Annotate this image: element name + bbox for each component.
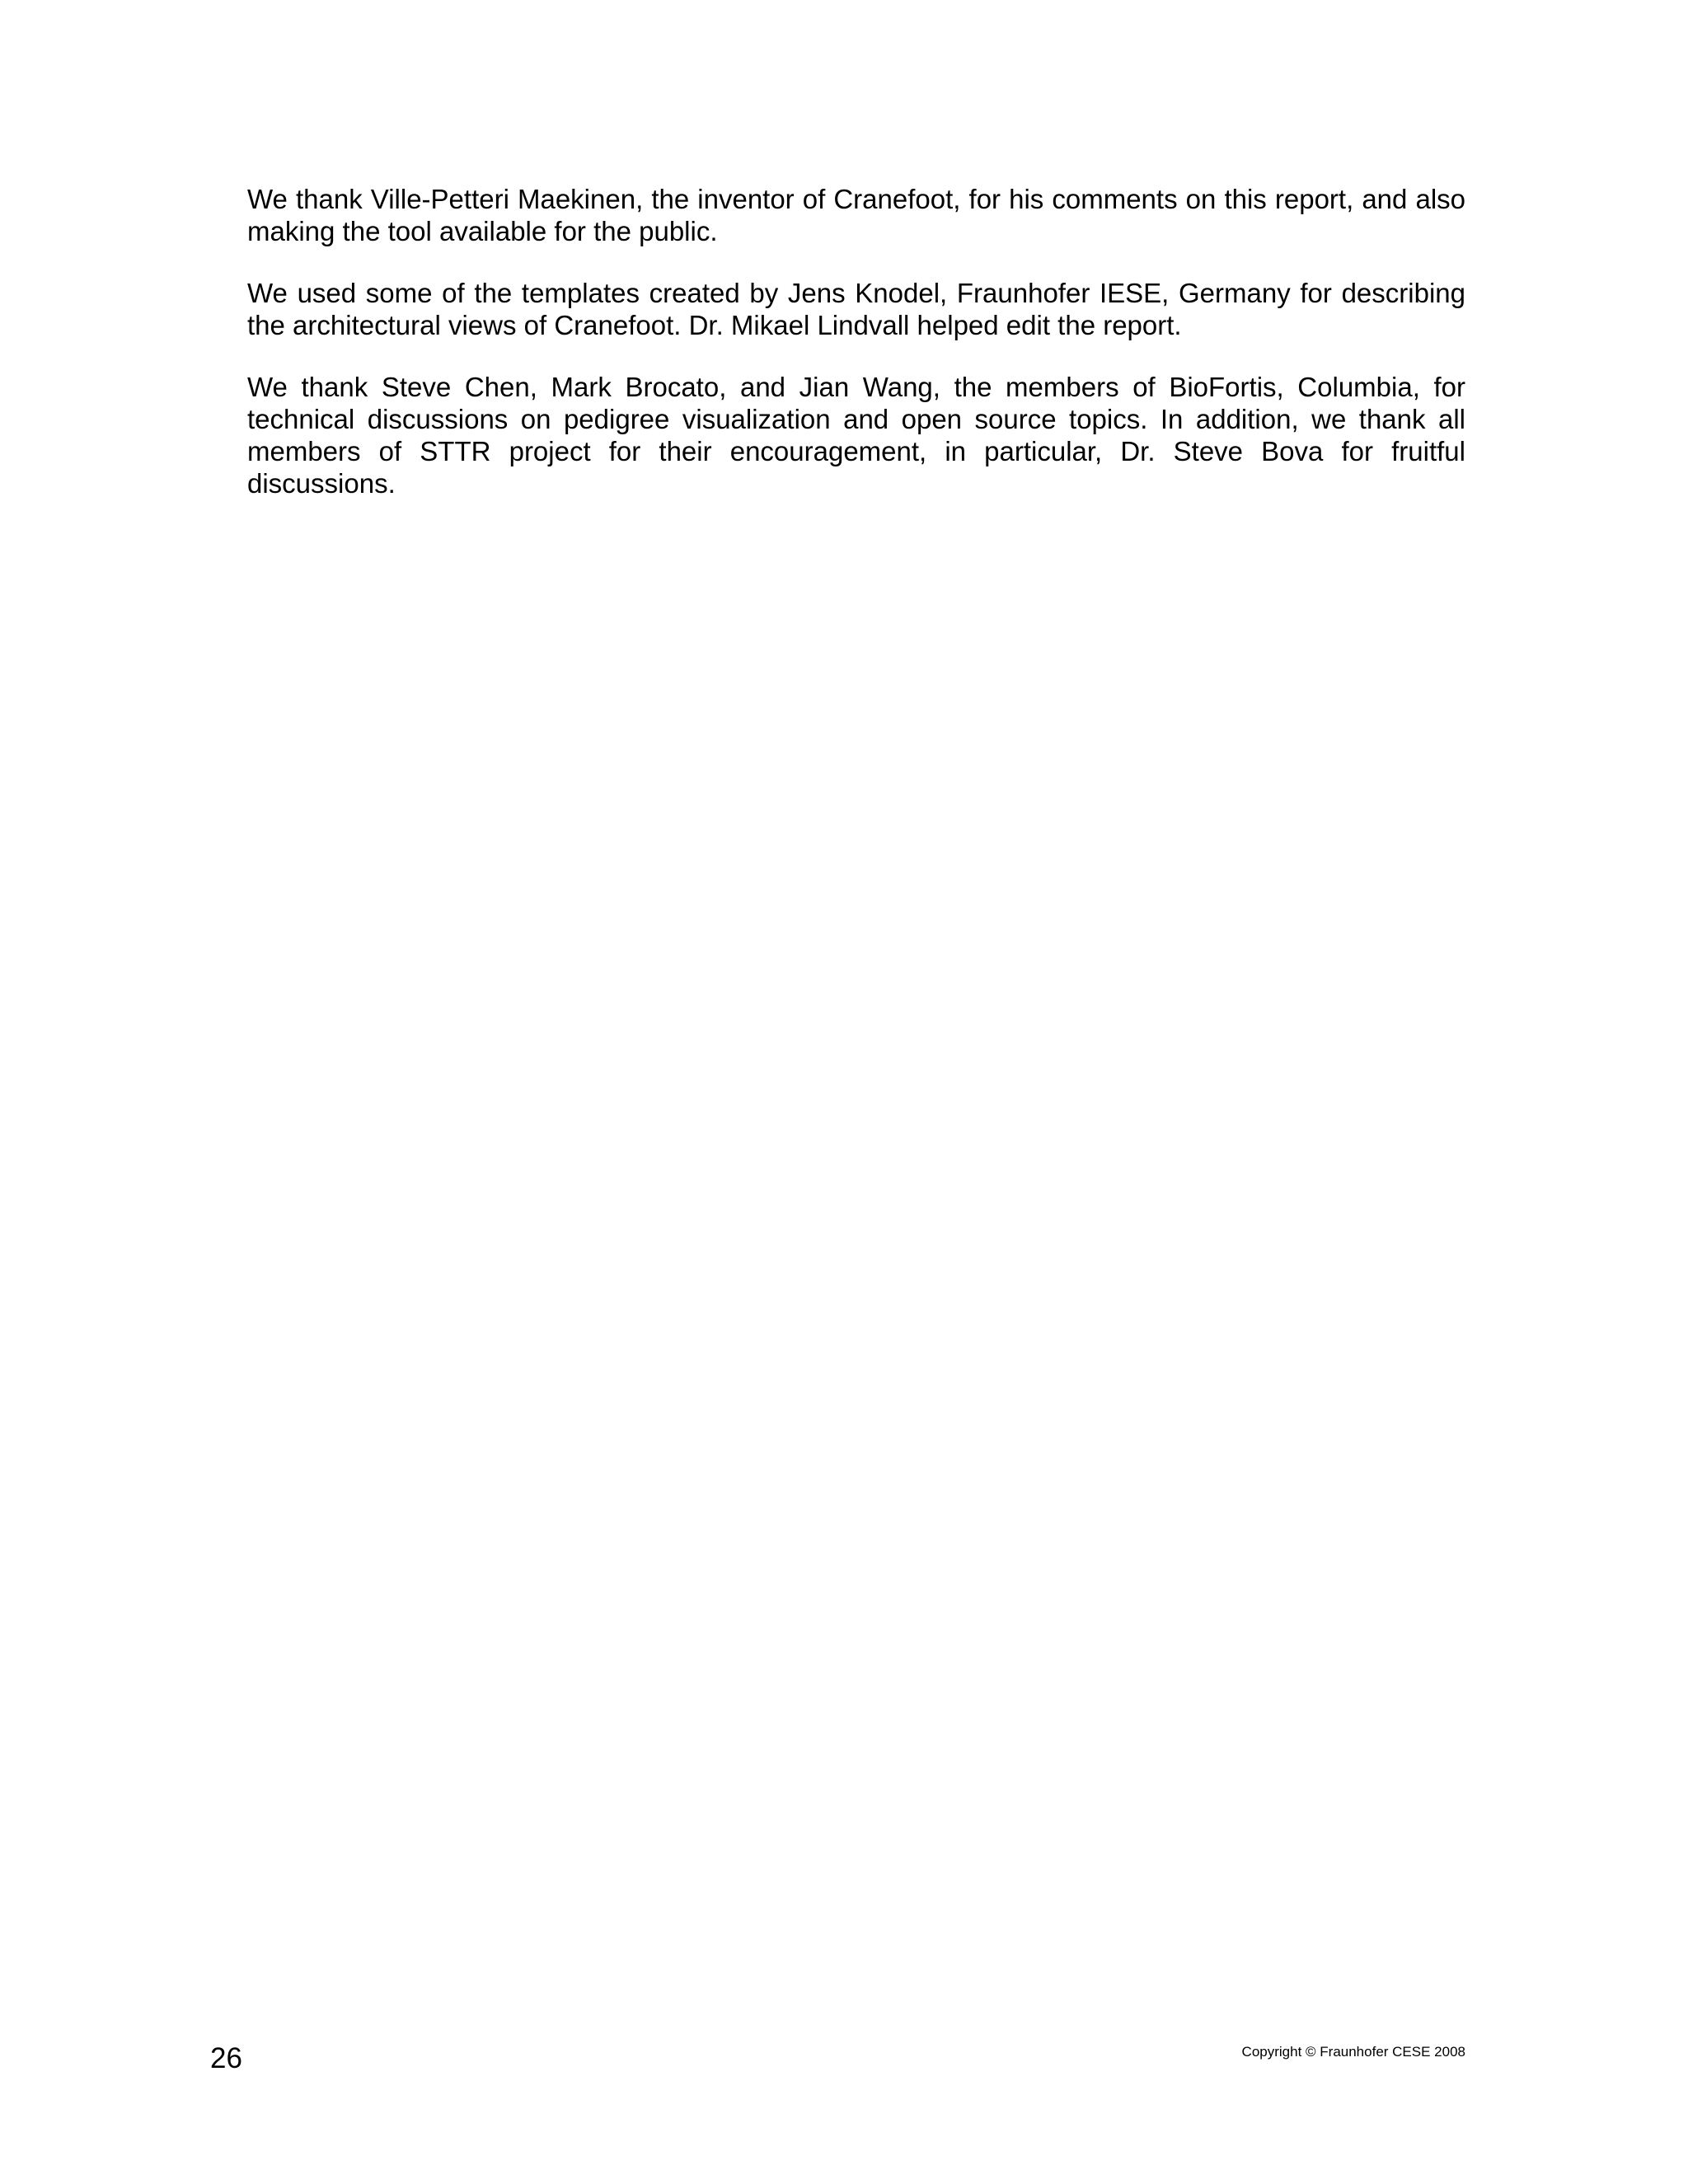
paragraph-maekinen-thanks: We thank Ville-Petteri Maekinen, the inventor of Cranefoot, for his comments on this report, and also making the tool available for the public.: [247, 184, 1465, 246]
copyright-notice: Copyright © Fraunhofer CESE 2008: [1241, 2044, 1465, 2060]
page-number: 26: [210, 2042, 242, 2074]
paragraph-biofortis-thanks: We thank Steve Chen, Mark Brocato, and Jian Wang, the members of BioFortis, Columbia, for technical discussions on pedigree visualization and open source topics. In addition, we thank all members of STTR project for their encouragement, in particular, Dr. Steve Bova for fruitful discussions.: [247, 372, 1465, 499]
paragraph-templates-thanks: We used some of the templates created by Jens Knodel, Fraunhofer IESE, Germany for describing the architectural views of Cranefoot. Dr. Mikael Lindvall helped edit the report.: [247, 278, 1465, 340]
acknowledgements-body: [247, 183, 1465, 529]
